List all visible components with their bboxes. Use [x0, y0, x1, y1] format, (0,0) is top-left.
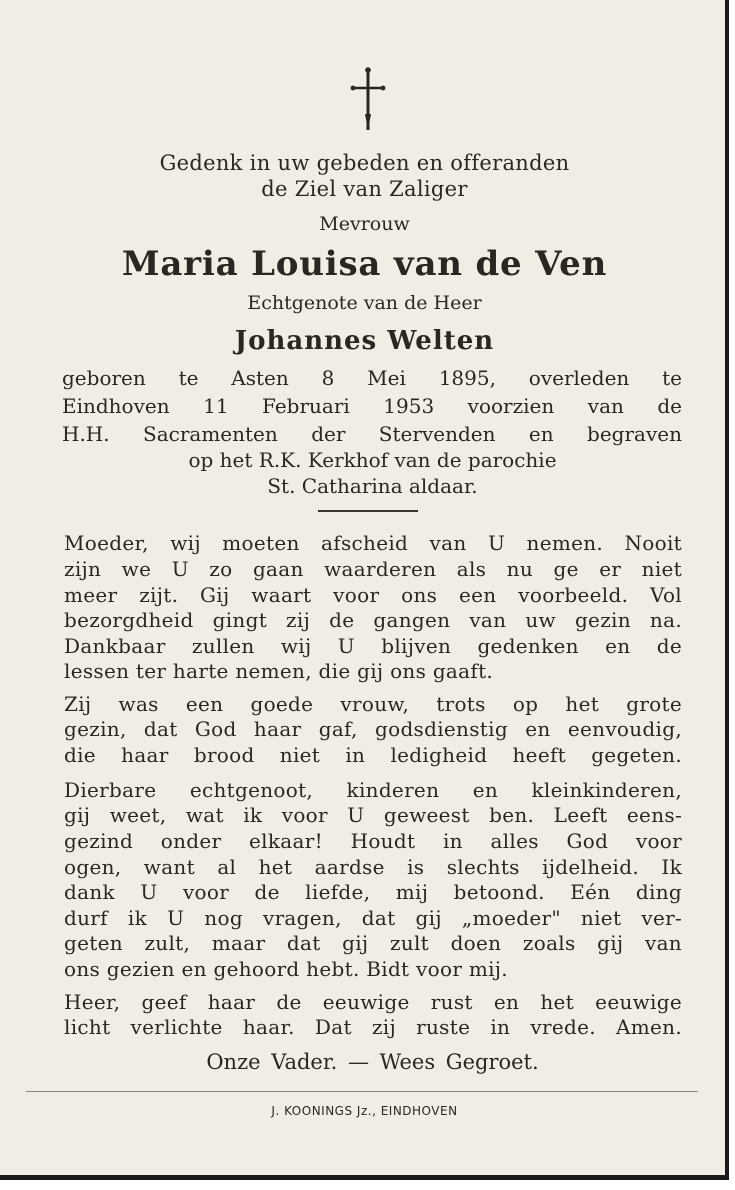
- deceased-name: Maria Louisa van de Ven: [121, 244, 608, 284]
- text-line: die haar brood niet in ledigheid heeft gegeten.: [64, 743, 682, 767]
- spouse-label: Echtgenote van de Heer: [247, 292, 482, 314]
- bio-line: op het R.K. Kerkhof van de parochie: [188, 448, 557, 472]
- text-line: bezorgdheid gingt zij de gangen van uw gezin na.: [64, 608, 682, 632]
- cross-icon: [350, 66, 386, 132]
- text-line: Dankbaar zullen wij U blijven gedenken en de: [64, 634, 682, 658]
- text-line: durf ik U nog vragen, dat gij „moeder" niet ver-: [64, 906, 682, 930]
- text-line: Dierbare echtgenoot, kinderen en kleinkinderen,: [64, 778, 682, 802]
- text-line: geten zult, maar dat gij zult doen zoals gij van: [64, 931, 682, 955]
- bio-line: St. Catharina aldaar.: [267, 474, 478, 498]
- printer-imprint: J. KOONINGS Jz., EINDHOVEN: [271, 1104, 458, 1118]
- text-line: Moeder, wij moeten afscheid van U nemen. Nooit: [64, 531, 682, 555]
- text-line: lessen ter harte nemen, die gij ons gaaft.: [64, 659, 494, 683]
- text-line: ogen, want al het aardse is slechts ijdelheid. Ik: [64, 855, 682, 879]
- bio-line: geboren te Asten 8 Mei 1895, overleden te: [62, 366, 682, 390]
- printer-divider: [26, 1091, 698, 1092]
- text-line: meer zijt. Gij waart voor ons een voorbeeld. Vol: [64, 583, 682, 607]
- text-line: zijn we U zo gaan waarderen als nu ge er niet: [64, 557, 682, 581]
- closing-prayers: Onze Vader. — Wees Gegroet.: [206, 1050, 539, 1074]
- text-line: licht verlichte haar. Dat zij ruste in vrede. Amen.: [64, 1015, 682, 1039]
- intro-line-1: Gedenk in uw gebeden en offeranden: [159, 151, 570, 175]
- text-line: dank U voor de liefde, mij betoond. Eén ding: [64, 880, 682, 904]
- text-line: ons gezien en gehoord hebt. Bidt voor mij.: [64, 957, 508, 981]
- text-line: gezin, dat God haar gaf, godsdienstig en eenvoudig,: [64, 717, 682, 741]
- bio-line: H.H. Sacramenten der Stervenden en begraven: [62, 422, 682, 446]
- intro-line-2: de Ziel van Zaliger: [261, 177, 468, 201]
- text-line: gij weet, wat ik voor U geweest ben. Leeft eens-: [64, 803, 682, 827]
- honorific-title: Mevrouw: [319, 213, 410, 235]
- text-line: Zij was een goede vrouw, trots op het grote: [64, 692, 682, 716]
- text-line: gezind onder elkaar! Houdt in alles God voor: [64, 829, 682, 853]
- divider: [318, 510, 418, 512]
- text-line: Heer, geef haar de eeuwige rust en het eeuwige: [64, 990, 682, 1014]
- spouse-name: Johannes Welten: [234, 326, 495, 356]
- bio-line: Eindhoven 11 Februari 1953 voorzien van de: [62, 394, 682, 418]
